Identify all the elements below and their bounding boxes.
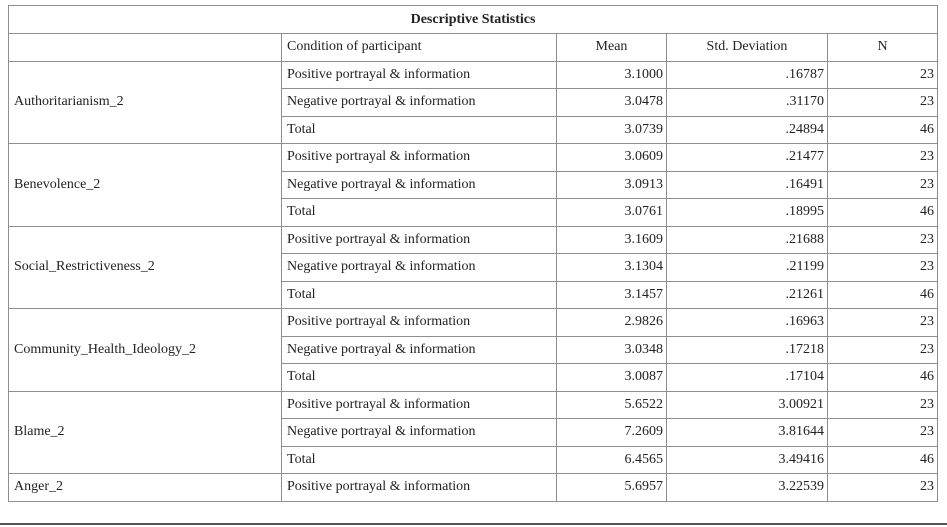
mean-cell: 2.9826 — [557, 309, 667, 337]
n-cell: 23 — [828, 391, 938, 419]
variable-name: Anger_2 — [9, 474, 282, 502]
mean-cell: 5.6957 — [557, 474, 667, 502]
variable-name: Blame_2 — [9, 391, 282, 474]
header-row — [9, 34, 938, 62]
header-mean: Mean — [557, 34, 667, 62]
table-row — [9, 474, 938, 502]
std-deviation-cell: .17218 — [667, 336, 828, 364]
mean-cell: 3.1304 — [557, 254, 667, 282]
n-cell: 46 — [828, 199, 938, 227]
std-deviation-cell: .31170 — [667, 89, 828, 117]
condition-cell: Positive portrayal & information — [282, 309, 557, 337]
mean-cell: 3.1000 — [557, 61, 667, 89]
bottom-divider — [0, 523, 947, 525]
condition-cell: Total — [282, 364, 557, 392]
n-cell: 23 — [828, 336, 938, 364]
condition-cell: Total — [282, 199, 557, 227]
condition-cell: Positive portrayal & information — [282, 391, 557, 419]
mean-cell: 3.0478 — [557, 89, 667, 117]
table-body — [9, 61, 938, 501]
std-deviation-cell: .24894 — [667, 116, 828, 144]
std-deviation-cell: .16491 — [667, 171, 828, 199]
mean-cell: 3.0348 — [557, 336, 667, 364]
condition-cell: Positive portrayal & information — [282, 61, 557, 89]
condition-cell: Negative portrayal & information — [282, 89, 557, 117]
std-deviation-cell: .21688 — [667, 226, 828, 254]
std-deviation-cell: .18995 — [667, 199, 828, 227]
std-deviation-cell: .21261 — [667, 281, 828, 309]
std-deviation-cell: 3.81644 — [667, 419, 828, 447]
mean-cell: 3.0739 — [557, 116, 667, 144]
table-row — [9, 391, 938, 419]
std-deviation-cell: 3.00921 — [667, 391, 828, 419]
std-deviation-cell: 3.22539 — [667, 474, 828, 502]
n-cell: 23 — [828, 89, 938, 117]
table-title: Descriptive Statistics — [9, 6, 938, 34]
variable-name: Benevolence_2 — [9, 144, 282, 227]
std-deviation-cell: .17104 — [667, 364, 828, 392]
mean-cell: 3.0609 — [557, 144, 667, 172]
condition-cell: Positive portrayal & information — [282, 474, 557, 502]
n-cell: 23 — [828, 309, 938, 337]
mean-cell: 3.1609 — [557, 226, 667, 254]
n-cell: 23 — [828, 419, 938, 447]
std-deviation-cell: 3.49416 — [667, 446, 828, 474]
n-cell: 23 — [828, 254, 938, 282]
n-cell: 46 — [828, 116, 938, 144]
table-row — [9, 309, 938, 337]
n-cell: 23 — [828, 226, 938, 254]
n-cell: 46 — [828, 446, 938, 474]
std-deviation-cell: .21199 — [667, 254, 828, 282]
n-cell: 23 — [828, 171, 938, 199]
variable-name: Community_Health_Ideology_2 — [9, 309, 282, 392]
variable-name: Social_Restrictiveness_2 — [9, 226, 282, 309]
header-std-deviation: Std. Deviation — [667, 34, 828, 62]
mean-cell: 6.4565 — [557, 446, 667, 474]
variable-name: Authoritarianism_2 — [9, 61, 282, 144]
condition-cell: Negative portrayal & information — [282, 419, 557, 447]
header-variable — [9, 34, 282, 62]
header-condition: Condition of participant — [282, 34, 557, 62]
n-cell: 46 — [828, 364, 938, 392]
n-cell: 23 — [828, 61, 938, 89]
mean-cell: 3.0761 — [557, 199, 667, 227]
std-deviation-cell: .16963 — [667, 309, 828, 337]
mean-cell: 3.0913 — [557, 171, 667, 199]
mean-cell: 7.2609 — [557, 419, 667, 447]
n-cell: 46 — [828, 281, 938, 309]
table-row — [9, 144, 938, 172]
condition-cell: Negative portrayal & information — [282, 254, 557, 282]
descriptive-statistics-table — [8, 5, 938, 502]
n-cell: 23 — [828, 144, 938, 172]
table-row — [9, 61, 938, 89]
table-row — [9, 226, 938, 254]
std-deviation-cell: .21477 — [667, 144, 828, 172]
condition-cell: Total — [282, 116, 557, 144]
condition-cell: Negative portrayal & information — [282, 336, 557, 364]
condition-cell: Total — [282, 281, 557, 309]
header-n: N — [828, 34, 938, 62]
title-row — [9, 6, 938, 34]
n-cell: 23 — [828, 474, 938, 502]
condition-cell: Positive portrayal & information — [282, 144, 557, 172]
mean-cell: 5.6522 — [557, 391, 667, 419]
mean-cell: 3.0087 — [557, 364, 667, 392]
mean-cell: 3.1457 — [557, 281, 667, 309]
condition-cell: Total — [282, 446, 557, 474]
std-deviation-cell: .16787 — [667, 61, 828, 89]
condition-cell: Positive portrayal & information — [282, 226, 557, 254]
condition-cell: Negative portrayal & information — [282, 171, 557, 199]
